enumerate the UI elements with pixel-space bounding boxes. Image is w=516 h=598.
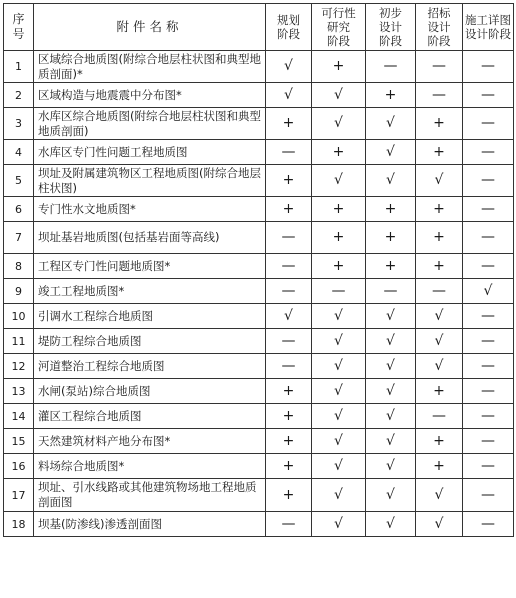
header-stage-line: 设计 [379, 20, 402, 34]
stage-mark: √ [366, 354, 416, 379]
header-name: 附件名称 [34, 4, 266, 51]
row-number: 9 [4, 279, 34, 304]
stage-mark: + [366, 83, 416, 108]
table-row [4, 404, 514, 429]
header-stage-line: 阶段 [427, 34, 451, 48]
stage-mark: √ [416, 329, 463, 354]
row-number: 6 [4, 197, 34, 222]
attachment-name: 竣工工程地质图* [34, 279, 266, 304]
table-row [4, 51, 514, 83]
attachment-name: 坝基(防渗线)渗透剖面图 [34, 512, 266, 537]
stage-mark: — [463, 429, 514, 454]
attachment-name: 专门性水文地质图* [34, 197, 266, 222]
table-row [4, 254, 514, 279]
stage-mark: — [266, 254, 312, 279]
stage-mark: — [366, 279, 416, 304]
stage-mark: √ [366, 329, 416, 354]
row-number: 16 [4, 454, 34, 479]
row-number: 5 [4, 165, 34, 197]
stage-mark: — [416, 279, 463, 304]
stage-mark: + [416, 454, 463, 479]
attachment-name: 坝址及附属建筑物区工程地质图(附综合地层柱状图) [34, 165, 266, 197]
attachment-table-container [3, 3, 514, 537]
stage-mark: + [312, 254, 366, 279]
header-stage-construction [463, 4, 514, 51]
stage-mark: — [463, 197, 514, 222]
row-number: 7 [4, 222, 34, 254]
table-row [4, 354, 514, 379]
header-stage-line: 阶段 [327, 34, 350, 48]
attachment-name: 坝址基岩地质图(包括基岩面等高线) [34, 222, 266, 254]
stage-mark: — [463, 354, 514, 379]
stage-mark: — [266, 329, 312, 354]
stage-mark: — [266, 140, 312, 165]
stage-mark: — [463, 404, 514, 429]
header-stage-line: 阶段 [379, 34, 402, 48]
stage-mark: √ [366, 512, 416, 537]
stage-mark: — [266, 222, 312, 254]
stage-mark: + [416, 429, 463, 454]
table-row [4, 197, 514, 222]
stage-mark: √ [266, 304, 312, 329]
table-row [4, 222, 514, 254]
table-row [4, 108, 514, 140]
stage-mark: + [312, 222, 366, 254]
header-seq [4, 4, 34, 51]
attachment-name: 引调水工程综合地质图 [34, 304, 266, 329]
stage-mark: √ [366, 108, 416, 140]
stage-mark: + [266, 197, 312, 222]
stage-mark: √ [366, 479, 416, 512]
row-number: 4 [4, 140, 34, 165]
stage-mark: √ [266, 83, 312, 108]
stage-mark: √ [312, 454, 366, 479]
row-number: 18 [4, 512, 34, 537]
stage-mark: √ [366, 140, 416, 165]
table-row [4, 429, 514, 454]
stage-mark: — [266, 512, 312, 537]
table-row [4, 329, 514, 354]
stage-mark: √ [312, 165, 366, 197]
stage-mark: + [266, 404, 312, 429]
row-number: 11 [4, 329, 34, 354]
attachment-name: 灌区工程综合地质图 [34, 404, 266, 429]
stage-mark: — [266, 354, 312, 379]
stage-mark: + [266, 454, 312, 479]
stage-mark: + [266, 479, 312, 512]
row-number: 17 [4, 479, 34, 512]
header-stage-line: 设计阶段 [465, 27, 511, 41]
stage-mark: — [416, 83, 463, 108]
header-stage-line: 研究 [327, 20, 350, 34]
stage-mark: + [266, 108, 312, 140]
table-body [4, 51, 514, 537]
header-stage-line: 初步 [379, 6, 402, 20]
stage-mark: + [366, 197, 416, 222]
stage-mark: + [266, 429, 312, 454]
row-number: 13 [4, 379, 34, 404]
stage-mark: — [463, 512, 514, 537]
header-stage-line: 阶段 [277, 27, 300, 41]
stage-mark: — [366, 51, 416, 83]
stage-mark: √ [266, 51, 312, 83]
stage-mark: + [312, 140, 366, 165]
stage-mark: — [312, 279, 366, 304]
stage-mark: — [463, 51, 514, 83]
stage-mark: — [463, 222, 514, 254]
stage-mark: + [416, 254, 463, 279]
stage-mark: + [366, 254, 416, 279]
stage-mark: √ [312, 479, 366, 512]
header-stage-line: 规划 [277, 13, 300, 27]
header-stage-planning [266, 4, 312, 51]
stage-mark: — [416, 51, 463, 83]
header-stage-feasibility [312, 4, 366, 51]
header-stage-line: 设计 [427, 20, 451, 34]
attachment-name: 工程区专门性问题地质图* [34, 254, 266, 279]
stage-mark: — [463, 83, 514, 108]
stage-mark: √ [416, 512, 463, 537]
header-stage-line: 招标 [427, 6, 451, 20]
stage-mark: + [366, 222, 416, 254]
table-row [4, 83, 514, 108]
stage-mark: + [312, 197, 366, 222]
stage-mark: + [416, 222, 463, 254]
stage-mark: √ [312, 354, 366, 379]
stage-mark: — [463, 479, 514, 512]
stage-mark: √ [416, 304, 463, 329]
table-row [4, 140, 514, 165]
stage-mark: √ [312, 304, 366, 329]
table-header-row [4, 4, 514, 51]
stage-mark: √ [366, 379, 416, 404]
attachment-name: 堤防工程综合地质图 [34, 329, 266, 354]
stage-mark: √ [463, 279, 514, 304]
stage-mark: √ [366, 304, 416, 329]
attachment-name: 坝址、引水线路或其他建筑物场地工程地质剖面图 [34, 479, 266, 512]
stage-mark: + [416, 197, 463, 222]
stage-mark: √ [312, 108, 366, 140]
table-row [4, 379, 514, 404]
stage-mark: √ [312, 512, 366, 537]
attachment-name: 区域综合地质图(附综合地层柱状图和典型地质剖面)* [34, 51, 266, 83]
stage-mark: — [266, 279, 312, 304]
attachment-name: 河道整治工程综合地质图 [34, 354, 266, 379]
stage-mark: √ [312, 329, 366, 354]
header-stage-line: 可行性 [321, 6, 356, 20]
stage-mark: — [416, 404, 463, 429]
table-row [4, 279, 514, 304]
stage-mark: + [416, 108, 463, 140]
stage-mark: — [463, 254, 514, 279]
stage-mark: √ [366, 429, 416, 454]
stage-mark: √ [312, 429, 366, 454]
stage-mark: — [463, 108, 514, 140]
stage-mark: √ [312, 404, 366, 429]
header-stage-line: 施工详图 [465, 13, 511, 27]
header-stage-bidding [416, 4, 463, 51]
table-row [4, 479, 514, 512]
stage-mark: — [463, 379, 514, 404]
row-number: 14 [4, 404, 34, 429]
stage-mark: — [463, 454, 514, 479]
stage-mark: √ [312, 83, 366, 108]
attachment-name: 天然建筑材料产地分布图* [34, 429, 266, 454]
attachment-name: 水库区专门性问题工程地质图 [34, 140, 266, 165]
table-row [4, 512, 514, 537]
row-number: 1 [4, 51, 34, 83]
attachment-name: 水闸(泵站)综合地质图 [34, 379, 266, 404]
stage-mark: — [463, 329, 514, 354]
stage-mark: √ [366, 165, 416, 197]
header-seq-line: 序 [12, 12, 25, 26]
stage-mark: — [463, 304, 514, 329]
row-number: 3 [4, 108, 34, 140]
row-number: 12 [4, 354, 34, 379]
stage-mark: + [266, 165, 312, 197]
stage-mark: + [416, 379, 463, 404]
table-row [4, 165, 514, 197]
attachment-stage-table [3, 3, 514, 537]
table-row [4, 454, 514, 479]
row-number: 10 [4, 304, 34, 329]
stage-mark: + [266, 379, 312, 404]
stage-mark: — [463, 140, 514, 165]
table-row [4, 304, 514, 329]
stage-mark: + [416, 140, 463, 165]
row-number: 2 [4, 83, 34, 108]
stage-mark: √ [366, 404, 416, 429]
header-stage-preliminary [366, 4, 416, 51]
attachment-name: 料场综合地质图* [34, 454, 266, 479]
stage-mark: √ [366, 454, 416, 479]
stage-mark: + [312, 51, 366, 83]
row-number: 8 [4, 254, 34, 279]
header-seq-line: 号 [12, 27, 25, 41]
stage-mark: √ [416, 165, 463, 197]
stage-mark: √ [312, 379, 366, 404]
stage-mark: √ [416, 479, 463, 512]
attachment-name: 区域构造与地震震中分布图* [34, 83, 266, 108]
attachment-name: 水库区综合地质图(附综合地层柱状图和典型地质剖面) [34, 108, 266, 140]
stage-mark: — [463, 165, 514, 197]
row-number: 15 [4, 429, 34, 454]
stage-mark: √ [416, 354, 463, 379]
